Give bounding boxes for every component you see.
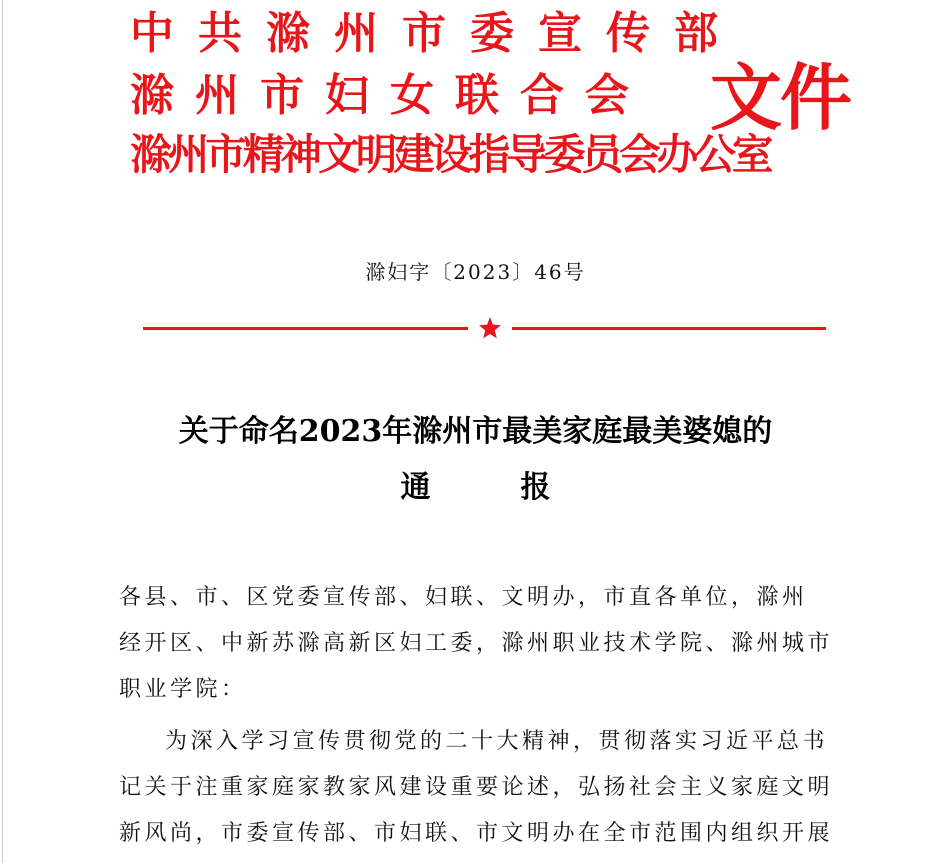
body-line: 记关于注重家庭家教家风建设重要论述，弘扬社会主义家庭文明 <box>119 775 834 800</box>
notice-title-line-2 <box>0 466 951 510</box>
body-line: 职业学院： <box>119 677 247 702</box>
document-word: 文件 <box>710 56 851 140</box>
document-number: 滁妇字〔2023〕46号 <box>365 260 586 284</box>
star-icon <box>478 316 502 340</box>
body-line: 新风尚，市委宣传部、市妇联、市文明办在全市范围内组织开展 <box>119 821 834 846</box>
notice-title-word-2: 报 <box>520 470 551 505</box>
body-line: 各县、市、区党委宣传部、妇联、文明办，市直各单位，滁州 <box>119 585 808 610</box>
issuer-line-2: 滁州市妇女联合会 <box>130 70 650 121</box>
body-line: 为深入学习宣传贯彻党的二十大精神，贯彻落实习近平总书 <box>165 729 829 754</box>
divider-line-left <box>143 327 468 330</box>
body-line: 经开区、中新苏滁高新区妇工委，滁州职业技术学院、滁州城市 <box>119 631 834 656</box>
notice-title-word-1: 通 <box>400 470 431 505</box>
issuer-line-3: 滁州市精神文明建设指导委员会办公室 <box>130 130 770 179</box>
divider-line-right <box>512 327 826 330</box>
issuer-line-1: 中共滁州市委宣传部 <box>130 8 742 59</box>
notice-title-line-1: 关于命名2023年滁州市最美家庭最美婆媳的 <box>178 414 773 449</box>
